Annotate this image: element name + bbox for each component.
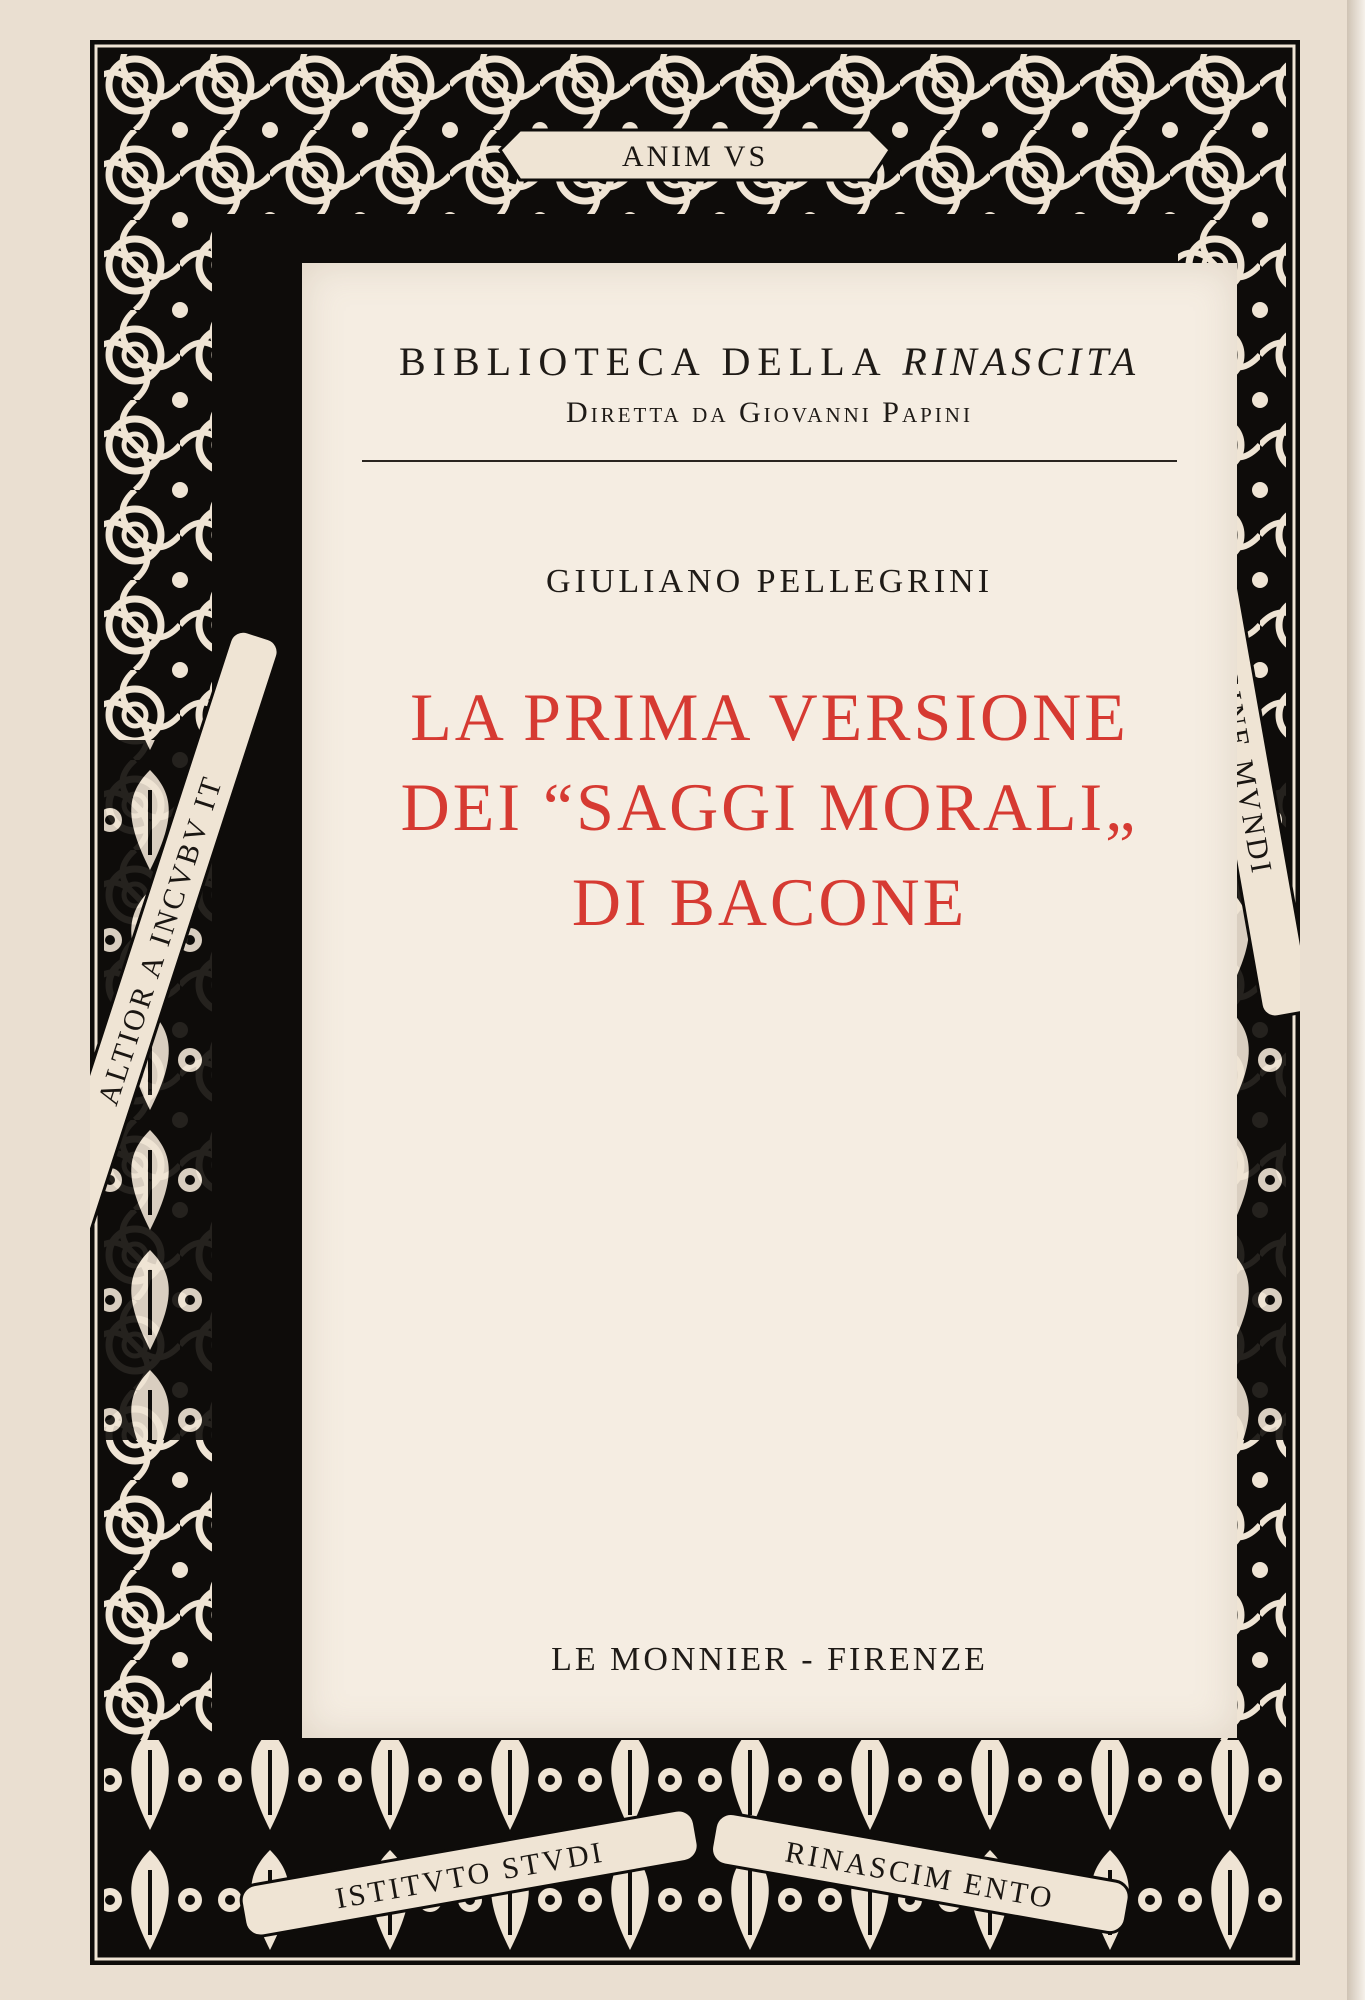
publisher-imprint: LE MONNIER - FIRENZE: [551, 1641, 988, 1678]
series-name: RINASCITA: [902, 339, 1140, 384]
bottom-right-motto: RINASCIM ENTO: [782, 1835, 1058, 1916]
top-motto: ANIM VS: [621, 140, 769, 173]
series-prefix: BIBLIOTECA DELLA: [399, 339, 886, 384]
divider: [362, 460, 1177, 462]
right-motto: MVNDI: [1225, 757, 1279, 878]
book-title-line-3: DI BACONE: [571, 864, 968, 940]
author-name: GIULIANO PELLEGRINI: [545, 563, 994, 600]
left-motto: ALTIOR A INCVBV IT: [91, 771, 230, 1110]
series-title: [302, 338, 1237, 385]
title-panel: [302, 263, 1237, 1738]
book-title-line-1: LA PRIMA VERSIONE: [410, 679, 1129, 755]
series-director: Diretta da Giovanni Papini: [566, 396, 973, 429]
bottom-left-motto: ISTITVTO STVDI: [333, 1835, 608, 1916]
book-title-line-2: DEI “SAGGI MORALI„: [400, 769, 1139, 845]
top-banner: [500, 130, 890, 180]
ornamental-border: [90, 40, 1300, 1965]
